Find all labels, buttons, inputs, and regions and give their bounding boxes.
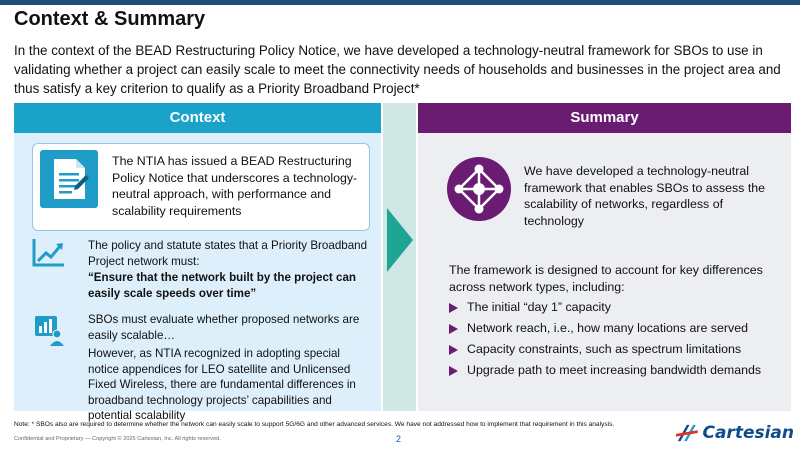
- cartesian-logo-icon: [676, 422, 699, 444]
- cartesian-logo: [676, 420, 794, 446]
- network-icon: [447, 157, 511, 221]
- triangle-bullet-icon: [449, 345, 458, 355]
- summary-header: Summary: [418, 103, 791, 133]
- arrow-right-icon: [387, 208, 413, 272]
- triangle-bullet-icon: [449, 303, 458, 313]
- ntia-notice-text: The NTIA has issued a BEAD Restructuring Policy Notice that underscores a technology-neutral approach, with performance and scalability requirements: [112, 154, 358, 218]
- page-number: 2: [396, 434, 402, 444]
- sbo-evaluation-text: SBOs must evaluate whether proposed networks are easily scalable…: [88, 313, 360, 342]
- document-icon: [40, 150, 98, 208]
- copyright-notice: Confidential and Proprietary — Copyright © 2025 Cartesian, Inc. All rights reserved.: [14, 436, 221, 442]
- person-chart-icon: [33, 314, 65, 346]
- bullet-text: Network reach, i.e., how many locations are served: [467, 321, 748, 335]
- policy-statement: The policy and statute states that a Priority Broadband Project network must:: [88, 239, 368, 268]
- growth-chart-icon: [32, 237, 66, 267]
- top-accent-bar: [0, 0, 800, 5]
- framework-description: The framework is designed to account for key differences across network types, including:: [449, 263, 763, 294]
- bullet-item: [449, 339, 789, 360]
- bullet-text: The initial “day 1” capacity: [467, 300, 611, 314]
- ntia-appendices-text: However, as NTIA recognized in adopting special notice appendices for LEO satellite and Unlicensed Fixed Wireless, there are fundamental differences in broadband technology projects’ capabilities and potential scalability: [88, 347, 356, 422]
- context-header: Context: [14, 103, 381, 133]
- intro-paragraph: In the context of the BEAD Restructuring Policy Notice, we have developed a technology-neutral framework for SBOs to use in validating whether a project can easily scale to meet the connectivity needs of households and businesses in the project area and thus satisfy a key criterion to qualify as a Priority Broadband Project*: [14, 43, 781, 96]
- bullet-item: [449, 297, 789, 318]
- policy-quote: “Ensure that the network built by the project can easily scale speeds over time”: [88, 271, 356, 300]
- bullet-item: [449, 360, 789, 381]
- framework-bullet-list: [449, 297, 789, 381]
- logo-wordmark: Cartesian: [702, 423, 794, 443]
- summary-statement: We have developed a technology-neutral framework that enables SBOs to assess the scalability of networks, regardless of technology: [524, 164, 766, 228]
- triangle-bullet-icon: [449, 366, 458, 376]
- page-title: Context & Summary: [14, 8, 206, 30]
- bullet-text: Capacity constraints, such as spectrum limitations: [467, 342, 742, 356]
- bullet-item: [449, 318, 789, 339]
- triangle-bullet-icon: [449, 324, 458, 334]
- footnote: Note: * SBOs also are required to determine whether the network can easily scale to support 5G/6G and other advanced services. We have not addressed how to implement that requirement in this analysis.: [14, 421, 615, 428]
- bullet-text: Upgrade path to meet increasing bandwidth demands: [467, 363, 762, 377]
